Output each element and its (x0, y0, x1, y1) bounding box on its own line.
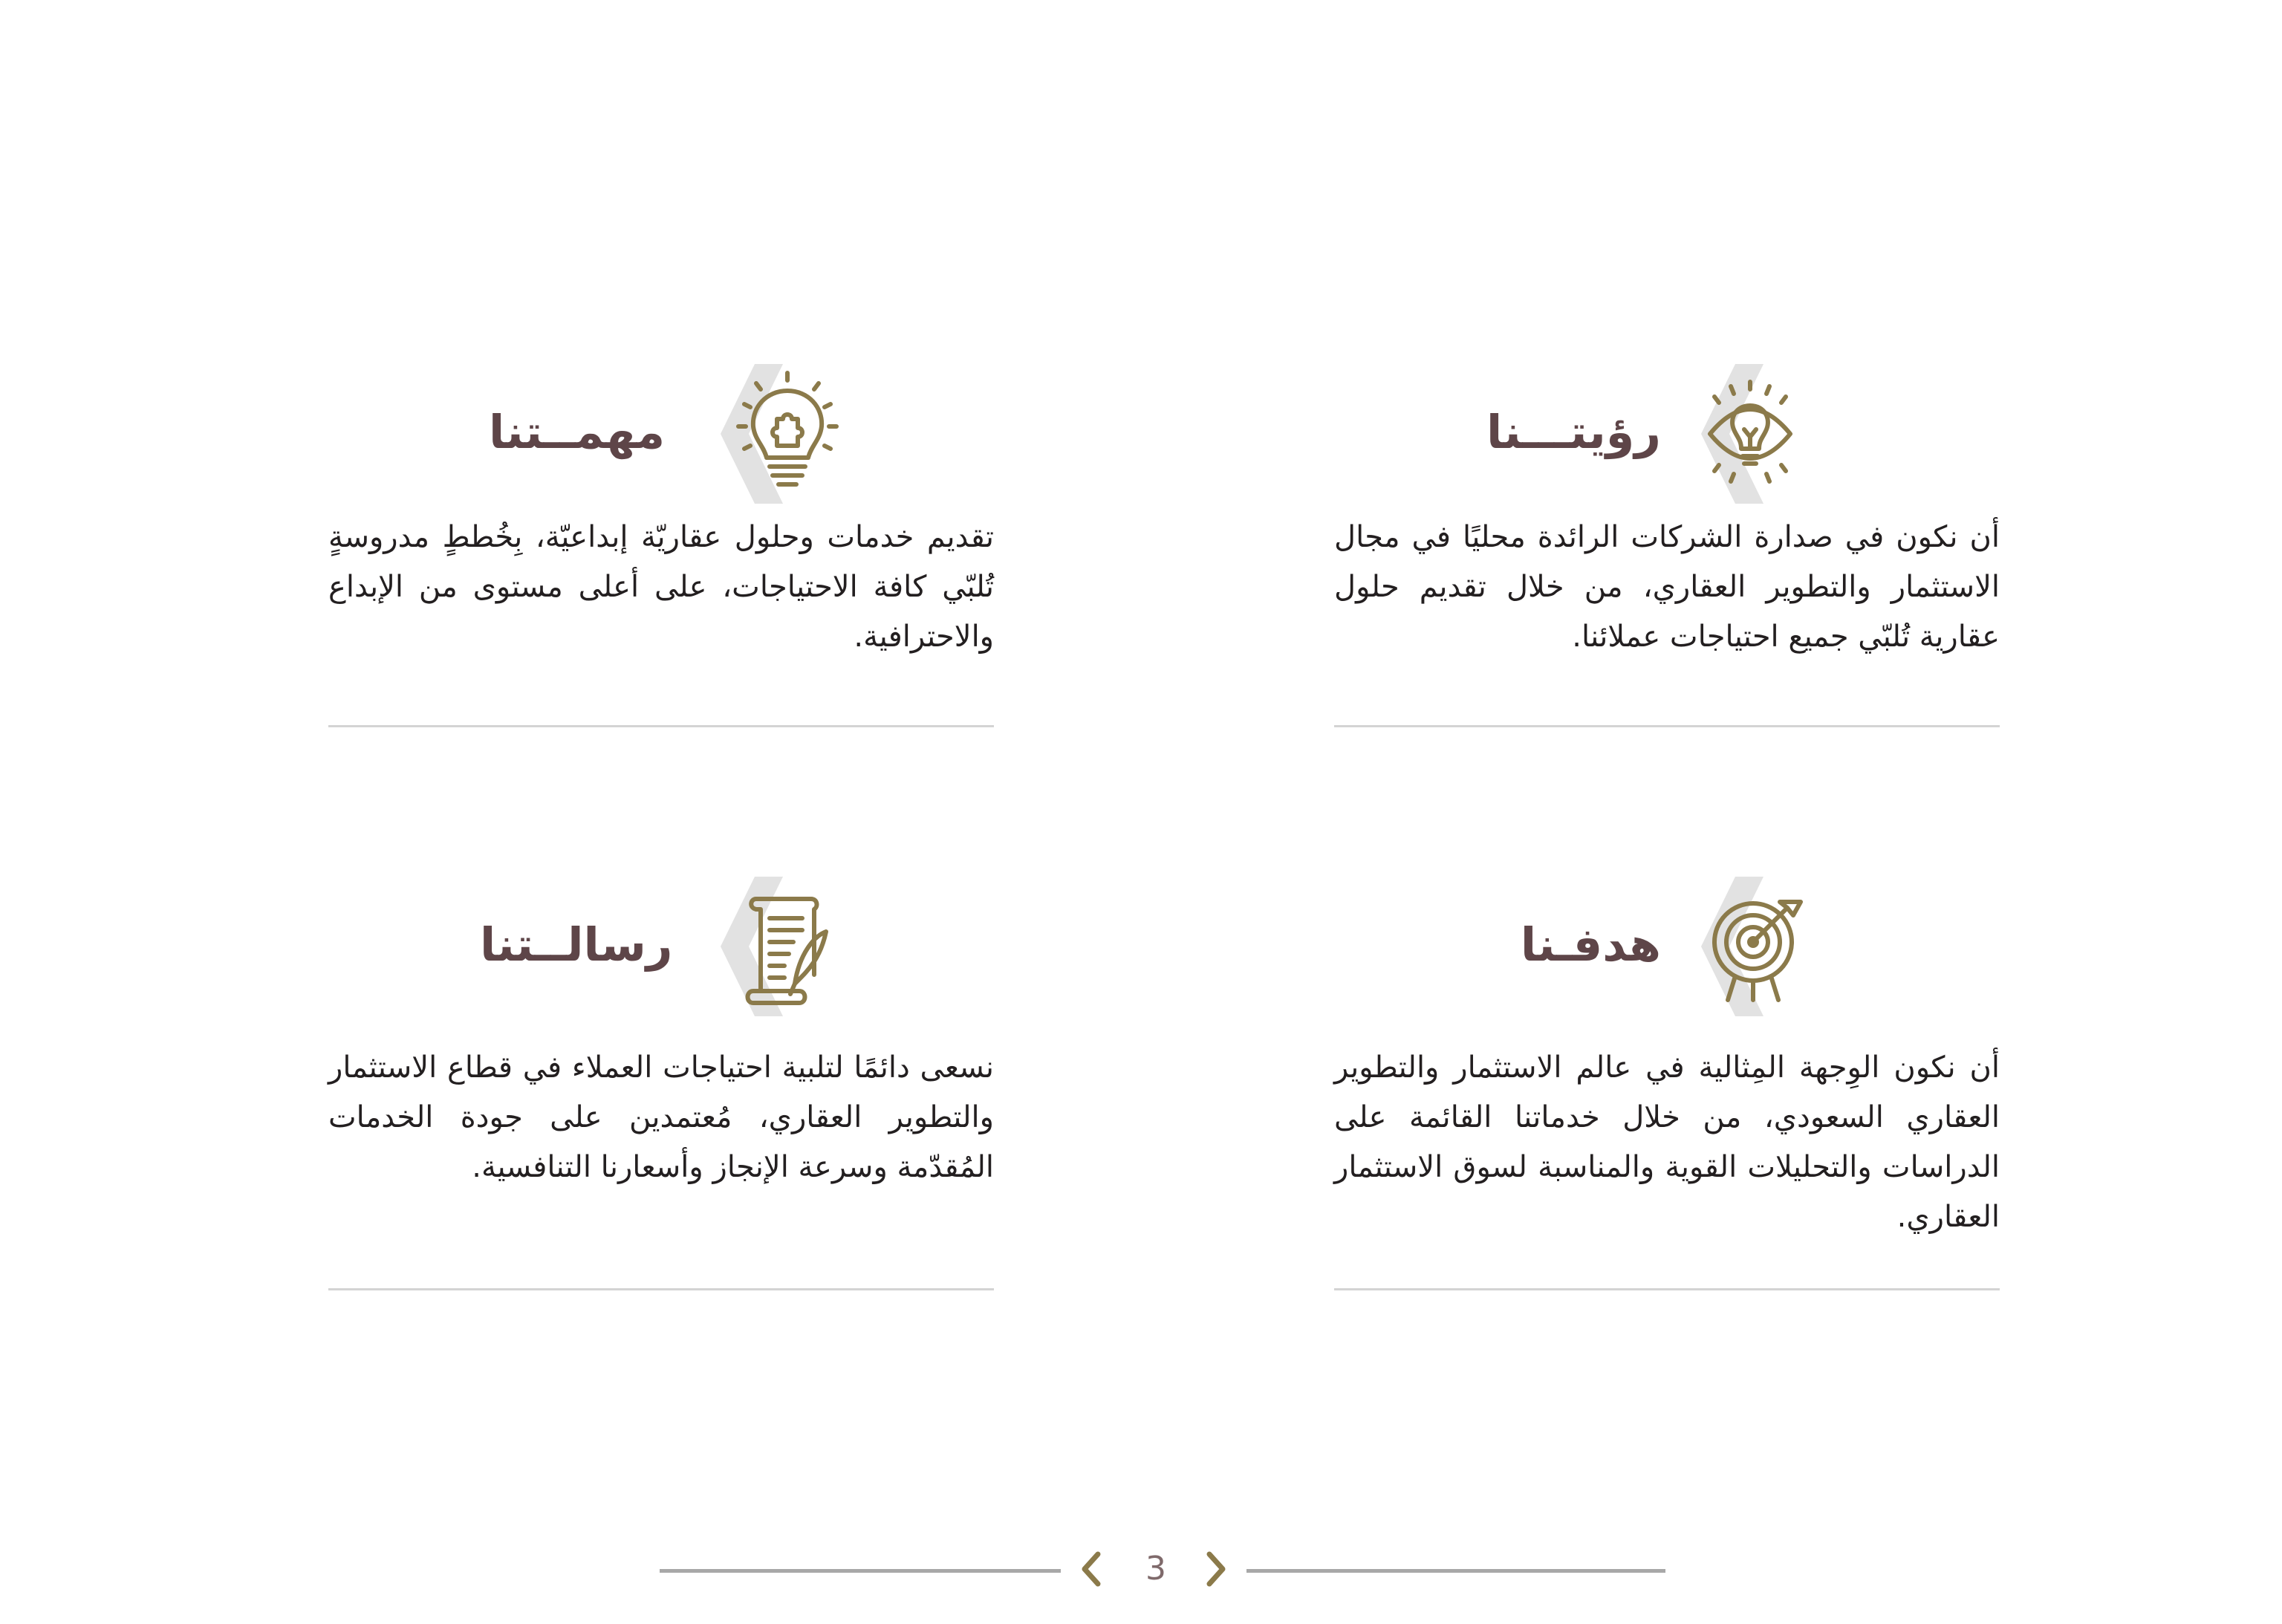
vision-text: أن نكون في صدارة الشركات الرائدة محليًا في مجال الاستثمار والتطوير العقاري، من خلال تقديم حلول عقارية تُلبّي جميع احتياجات عملائنا. (1334, 520, 2000, 654)
mission-title: مهمــتنا (489, 405, 666, 459)
goal-text: أن نكون الوِجهة المِثالية في عالم الاستثمار والتطوير العقاري السعودي، من خلال خدماتنا القائمة على الدراسات والتحليلات القوية والمناسبة لسوق الاستثمار العقاري. (1334, 1050, 2000, 1234)
pagination (660, 1545, 1665, 1593)
mission-card (328, 360, 994, 654)
goal-title: هدفـنا (1520, 917, 1661, 972)
pagination-line-left (660, 1569, 1061, 1573)
page-number: 3 (1145, 1550, 1166, 1588)
goal-header (1334, 872, 2000, 1021)
mission-header (328, 360, 994, 508)
mission-divider (328, 725, 994, 727)
vision-title: رؤيتـــنا (1486, 405, 1661, 459)
message-card (328, 872, 994, 1184)
puzzle-lightbulb-icon (695, 360, 844, 508)
scroll-quill-icon (695, 872, 844, 1021)
next-page-button[interactable] (1202, 1550, 1232, 1588)
previous-page-button[interactable] (1076, 1550, 1105, 1588)
message-title: رسالــتنا (480, 917, 673, 972)
target-arrow-icon (1676, 872, 1824, 1021)
goal-divider (1334, 1288, 2000, 1290)
vision-card (1334, 360, 2000, 654)
eye-lightbulb-icon (1676, 360, 1824, 508)
message-text: نسعى دائمًا لتلبية احتياجات العملاء في قطاع الاستثمار والتطوير العقاري، مُعتمدين على جودة الخدمات المُقدّمة وسرعة الإنجاز وأسعارنا التنافسية. (328, 1050, 994, 1184)
chevron-right-icon (1202, 1550, 1232, 1588)
message-header (328, 872, 994, 1021)
chevron-left-icon (1076, 1550, 1105, 1588)
vision-header (1334, 360, 2000, 508)
goal-card (1334, 872, 2000, 1234)
mission-text: تقديم خدمات وحلول عقاريّة إبداعيّة، بِخُططٍ مدروسةٍ تُلبّي كافة الاحتياجات، على أعلى مستوى من الإبداع والاحترافية. (328, 520, 994, 654)
pagination-line-right (1246, 1569, 1665, 1573)
message-divider (328, 1288, 994, 1290)
vision-divider (1334, 725, 2000, 727)
